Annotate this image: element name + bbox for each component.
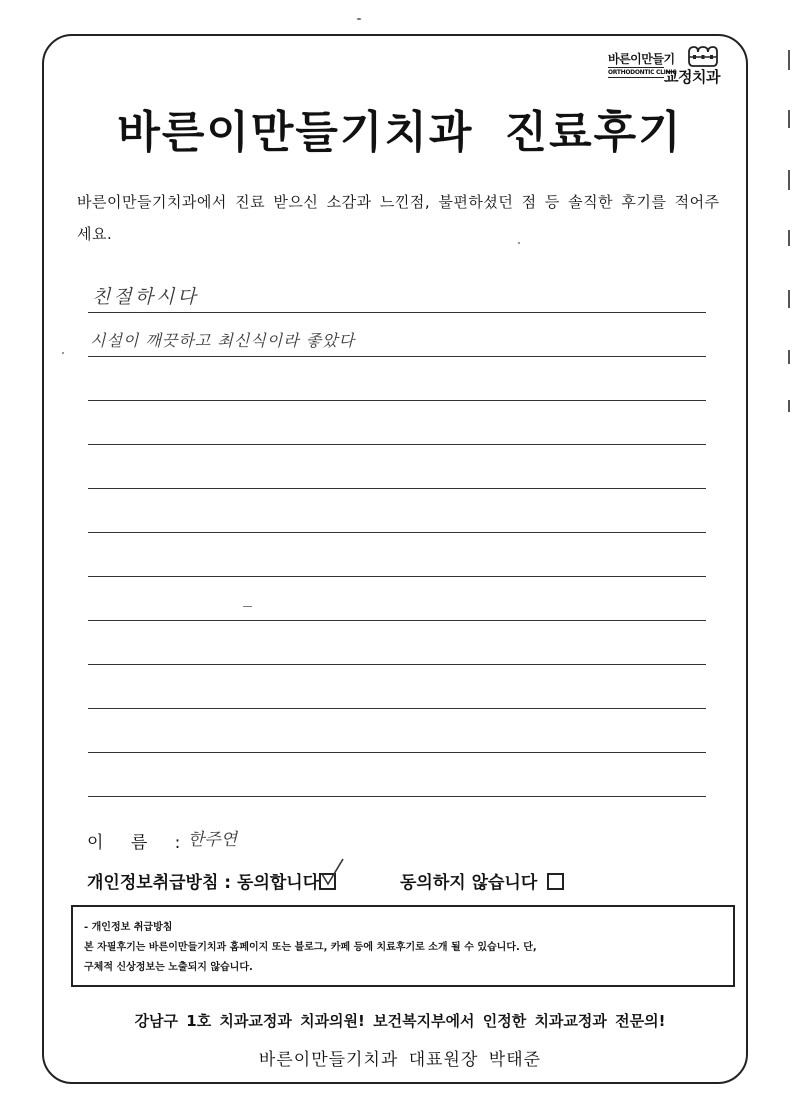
writing-line[interactable] [88,488,706,489]
agree-checkbox[interactable] [319,873,336,890]
review-line-2: 시설이 깨끗하고 최신식이라 좋았다 [90,331,356,350]
notice-body-line-2: 구체적 신상정보는 노출되지 않습니다. [84,962,253,973]
director-signature: 바른이만들기치과 대표원장 박태준 [258,1050,542,1070]
instructions: 바른이만들기치과에서 진료 받으신 소감과 느낀점, 불편하셨던 점 등 솔직한 후기를 적어주세요. [77,193,720,243]
writing-line[interactable] [88,312,706,313]
scan-speck [357,18,361,20]
writing-line[interactable] [88,752,706,753]
notice-body-line-1: 본 자필후기는 바른이만들기치과 홈페이지 또는 블로그, 카페 등에 치료후기로 소개 될 수 있습니다. 단, [84,942,537,953]
disagree-label: 동의하지 않습니다 [399,873,538,893]
writing-line[interactable] [88,400,706,401]
review-line-1: 친절하시다 [92,286,199,308]
check-mark-icon [319,858,345,888]
logo-subtitle: ORTHODONTIC CLINIC [608,69,677,76]
scan-edge-mark [788,170,790,190]
writing-line[interactable] [88,620,706,621]
page-title: 바른이만들기치과 진료후기 [117,107,683,158]
writing-line[interactable] [88,532,706,533]
writing-line[interactable] [88,444,706,445]
scan-edge-mark [788,50,790,70]
clinic-logo [606,46,730,88]
logo-clinic-type: 교정치과 [664,68,720,86]
scan-edge-mark [788,350,790,364]
name-value[interactable]: 한주연 [187,830,238,850]
privacy-label: 개인정보취급방침 : [87,873,232,893]
tooth-braces-icon [686,46,720,68]
scan-edge-mark [788,290,790,308]
disagree-checkbox[interactable] [547,873,564,890]
clinic-slogan: 강남구 1호 치과교정과 치과의원! 보건복지부에서 인정한 치과교정과 전문의! [134,1012,666,1030]
writing-line[interactable] [88,576,706,577]
logo-name: 바른이만들기 [608,52,675,66]
writing-line[interactable] [88,796,706,797]
writing-line[interactable] [88,708,706,709]
writing-line[interactable] [88,356,706,357]
scan-edge-mark [788,230,790,246]
privacy-consent-row [87,868,564,893]
name-row [87,828,237,853]
writing-line[interactable] [88,664,706,665]
scan-edge-mark [788,400,790,412]
privacy-notice-box [71,905,735,987]
agree-label: 동의합니다 [237,873,320,893]
notice-heading: - 개인정보 취급방침 [84,922,173,933]
name-label: 이 름 : [87,833,181,853]
